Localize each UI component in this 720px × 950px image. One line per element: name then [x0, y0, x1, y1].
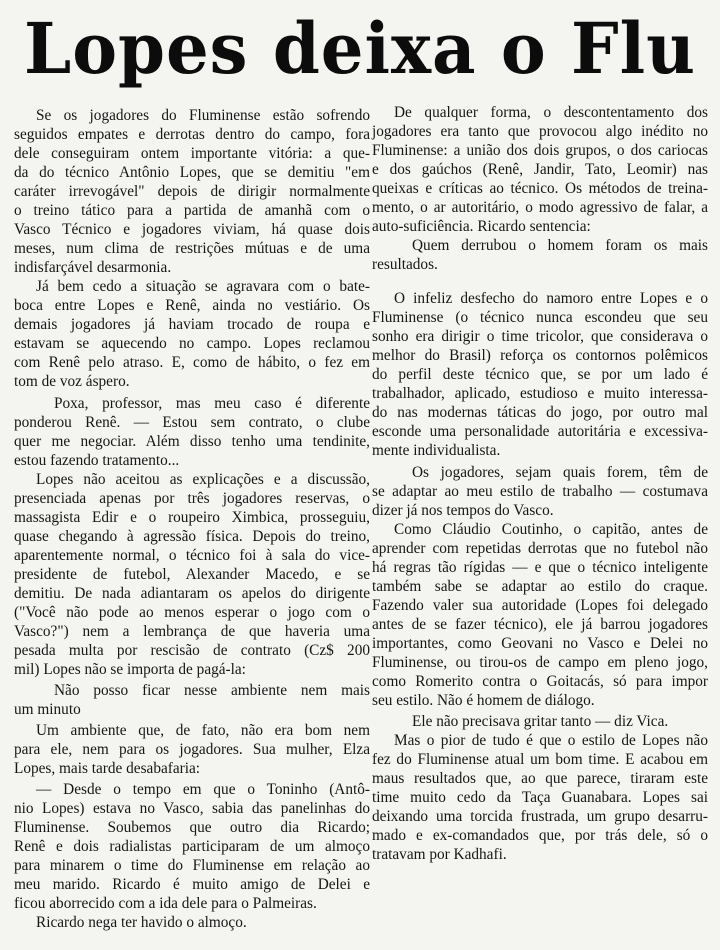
- text-line: sonho era dirigir o time tricolor, que considerava o: [372, 328, 708, 345]
- text-line: caráter irrevogável" depois de dirigir normalmente: [14, 183, 370, 200]
- text-line: Ele não precisava gritar tanto — diz Vica.: [412, 713, 669, 730]
- text-line: Fazendo valer sua autoridade (Lopes foi delegado: [372, 597, 708, 614]
- text-line: demais jogadores já haviam trocado de roupa e: [14, 316, 370, 333]
- text-line: Vasco Técnico e jogadores viviam, há quase dois: [14, 221, 370, 238]
- text-line: Poxa, professor, mas meu caso é diferente: [54, 395, 370, 412]
- text-line: maus resultados que, ao que parece, tiraram este: [372, 770, 708, 787]
- text-line: Fluminense. Soubemos que outro dia Ricardo;: [14, 819, 370, 836]
- text-line: para ele, nem para os jogadores. Sua mulher, Elza: [14, 741, 370, 758]
- text-line: tratavam por Kadhafi.: [372, 846, 507, 863]
- text-line: Fluminense: a união dos dois grupos, o dos cariocas: [372, 142, 708, 159]
- text-line: tom de voz áspero.: [14, 373, 130, 390]
- text-line: como Romerito contra o Goitacás, só para impor: [372, 673, 708, 690]
- text-line: quer me negociar. Além disso tenho uma tendinite,: [14, 433, 370, 450]
- text-line: Como Cláudio Coutinho, o capitão, antes de: [394, 521, 708, 538]
- text-line: se adaptar ao meu estilo de trabalho — costumava: [372, 483, 708, 500]
- text-line: aparentemente normal, o técnico foi à sala do vice-: [14, 547, 370, 564]
- text-line: dizer já nos tempos do Vasco.: [372, 502, 554, 519]
- text-line: seguidos empates e derrotas dentro do campo, fora: [14, 126, 370, 143]
- text-line: meu marido. Ricardo é muito amigo de Delei e: [14, 876, 370, 893]
- text-line: — Desde o tempo em que o Toninho (Antô-: [36, 781, 370, 798]
- text-line: melhor do Brasil) reforça os contornos polêmicos: [372, 347, 708, 364]
- text-line: Um ambiente que, de fato, não era bom nem: [36, 722, 370, 739]
- text-line: massagista Edir e o roupeiro Ximbica, prosseguiu,: [14, 509, 370, 526]
- text-line: seu estilo. Não é homem de diálogo.: [372, 692, 595, 709]
- text-line: Lopes, mais tarde desabafaria:: [14, 760, 201, 777]
- text-line: trabalhador, aplicado, estudioso e muito interessa-: [372, 385, 708, 402]
- text-line: Renê e dois radialistas participaram de um almoço: [14, 838, 370, 855]
- text-line: o treino tático para a partida de amanhã com o: [14, 202, 370, 219]
- text-line: Mas o pior de tudo é que o estilo de Lopes não: [394, 732, 708, 749]
- text-line: Já bem cedo a situação se agravara com o bate-: [36, 278, 370, 295]
- text-line: também sabe se adaptar ao estilo do craque.: [372, 578, 708, 595]
- text-line: demitiu. De nada adiantaram os apelos do dirigente: [14, 585, 370, 602]
- text-line: estou fazendo tratamento...: [14, 452, 180, 469]
- text-line: queixas e críticas ao técnico. Os métodos de treina-: [372, 180, 708, 197]
- text-line: Fluminense, ou tirou-os de campo em pleno jogo,: [372, 654, 708, 671]
- text-line: mento, o ar autoritário, o modo agressivo de falar, a: [372, 199, 708, 216]
- text-line: presidente de futebol, Alexander Macedo, e se: [14, 566, 370, 583]
- text-line: auto-suficiência. Ricardo sentencia:: [372, 218, 591, 235]
- text-line: antes de se fazer técnico), ele já barrou jogadores: [372, 616, 708, 633]
- text-line: meses, num clima de restrições mútuas e de uma: [14, 240, 370, 257]
- text-line: Fluminense (o técnico nunca escondeu que seu: [372, 309, 708, 326]
- text-line: do nas modernas táticas do jogo, por outro mal: [372, 404, 708, 421]
- text-line: boca entre Lopes e Renê, ainda no vestiário. Os: [14, 297, 370, 314]
- text-line: Vasco?") nem a lembrança de que haveria uma: [14, 623, 370, 640]
- text-line: nio Lopes) estava no Vasco, sabia das panelinhas do: [14, 800, 370, 817]
- text-line: mado e ex-comandados que, por trás dele, só o: [372, 827, 708, 844]
- text-line: deixando uma torcida frustrada, um grupo desarru-: [372, 808, 708, 825]
- text-line: esconde uma personalidade autoritária e excessiva-: [372, 423, 708, 440]
- text-line: jogadores era tanto que provocou algo inédito no: [372, 123, 708, 140]
- headline: Lopes deixa o Flu: [24, 7, 696, 90]
- text-line: com Renê pelo atraso. E, como de hábito, o fez em: [14, 354, 370, 371]
- text-line: fez do Fluminense atual um bom time. E acabou em: [372, 751, 708, 768]
- text-line: ("Você não pode ao menos esperar o jogo com o: [14, 604, 370, 621]
- text-line: De qualquer forma, o descontentamento dos: [394, 104, 708, 121]
- text-line: do perfil deste técnico que, se por um lado é: [372, 366, 708, 383]
- text-line: e dos gaúchos (Renê, Jandir, Tato, Leomir) nas: [372, 161, 708, 178]
- text-line: um minuto: [14, 701, 81, 718]
- text-line: ponderou Renê. — Estou sem contrato, o clube: [14, 414, 370, 431]
- text-line: Ricardo nega ter havido o almoço.: [36, 914, 247, 931]
- text-line: Se os jogadores do Fluminense estão sofrendo: [36, 107, 370, 124]
- text-line: da do técnico Antônio Lopes, que se demitiu "em: [14, 164, 370, 181]
- text-line: estavam se aquecendo no campo. Lopes reclamou: [14, 335, 370, 352]
- text-line: O infeliz desfecho do namoro entre Lopes e o: [394, 290, 708, 307]
- text-line: Quem derrubou o homem foram os mais: [412, 237, 708, 254]
- text-line: presenciada apenas por três jogadores reservas, o: [14, 490, 370, 507]
- text-line: resultados.: [372, 256, 438, 273]
- text-line: aprender com repetidas derrotas que no futebol não: [372, 540, 708, 557]
- text-line: indisfarçável desarmonia.: [14, 259, 172, 276]
- text-line: dele conseguiram ontem importante vitória: a que-: [14, 145, 370, 162]
- text-line: quase chegando à agressão física. Depois do treino,: [14, 528, 370, 545]
- text-line: pesada multa por rescisão de contrato (Cz$ 200: [14, 642, 370, 659]
- text-line: mil) Lopes não se importa de pagá-la:: [14, 661, 246, 678]
- text-line: Não posso ficar nesse ambiente nem mais: [54, 682, 370, 699]
- text-line: Os jogadores, sejam quais forem, têm de: [412, 464, 708, 481]
- text-line: para minarem o time do Fluminense em relação ao: [14, 857, 370, 874]
- text-line: Lopes não aceitou as explicações e a discussão,: [36, 471, 370, 488]
- text-line: ficou aborrecido com a ida dele para o Palmeiras.: [14, 895, 317, 912]
- text-line: há regras tão rígidas — e que o técnico inteligente: [372, 559, 708, 576]
- text-line: time muito cedo da Taça Guanabara. Lopes sai: [372, 789, 708, 806]
- text-line: mente individualista.: [372, 442, 501, 459]
- text-line: importantes, como Geovani no Vasco e Delei no: [372, 635, 708, 652]
